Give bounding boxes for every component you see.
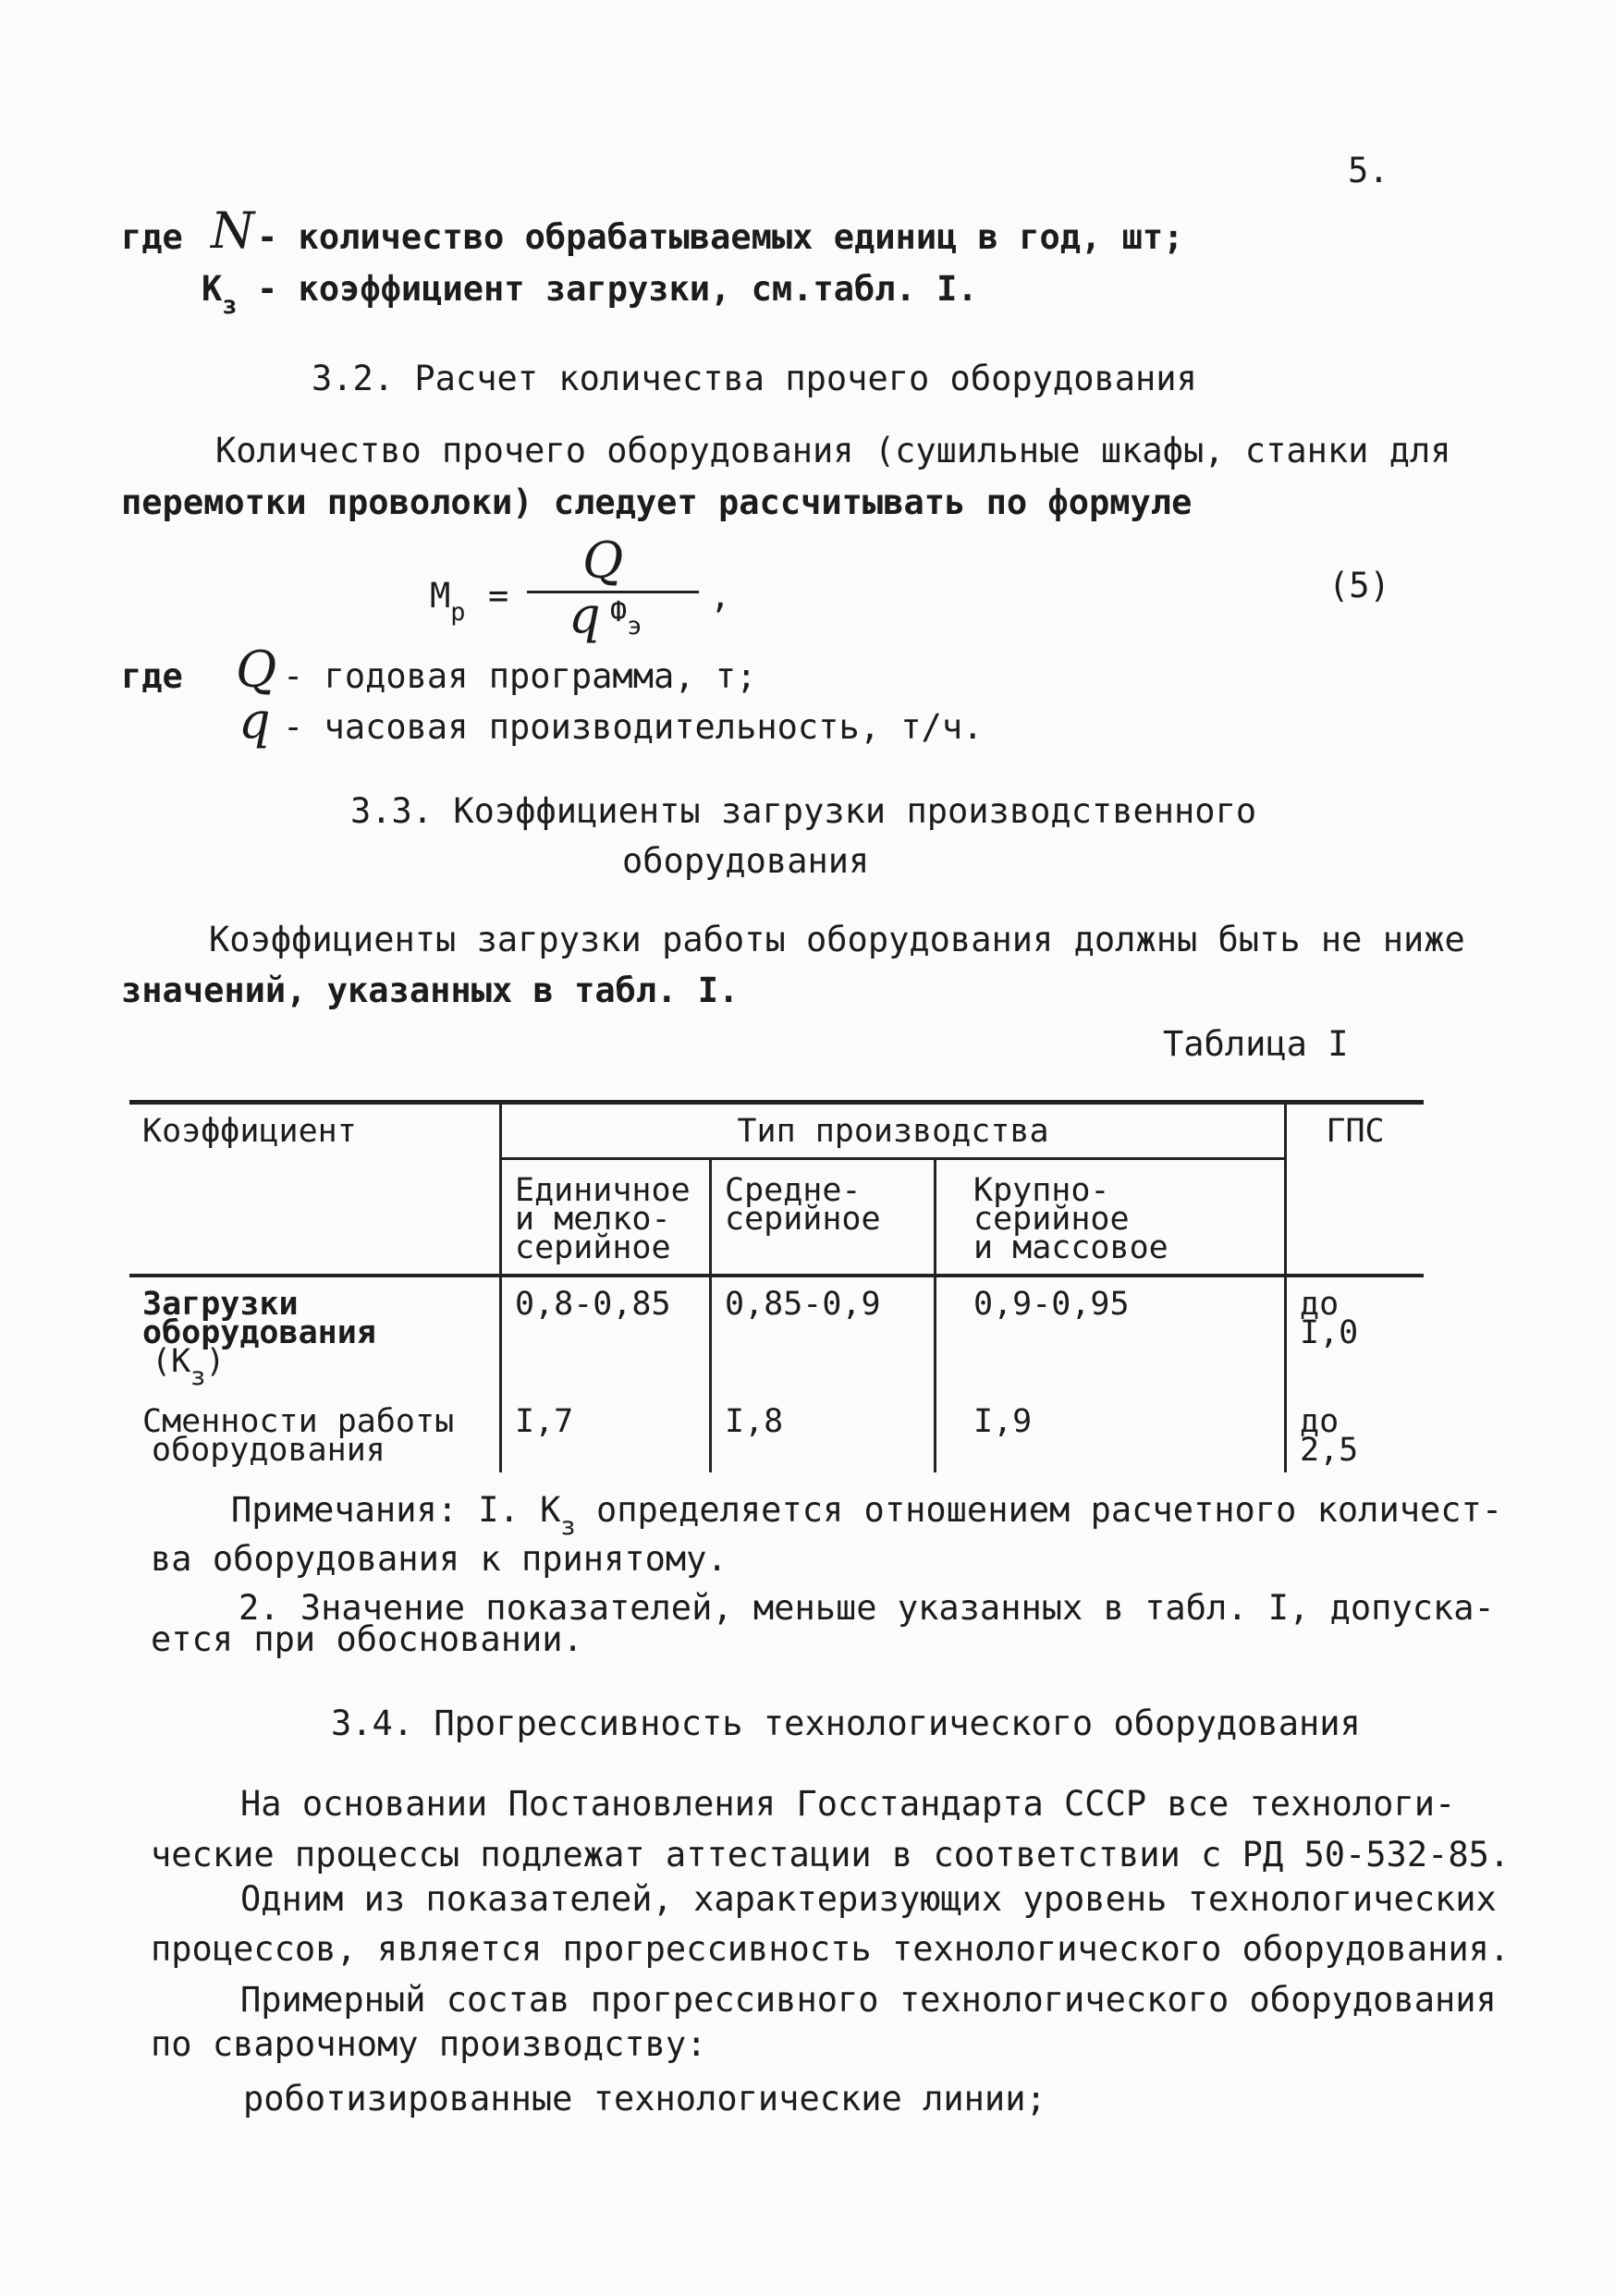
section-3-4-p2-line2: процессов, является прогрессивность технологического оборудования. bbox=[151, 1929, 1511, 1969]
where-k-description: - коэффициент загрузки, см.табл. I. bbox=[257, 269, 978, 309]
section-3-4-title: 3.4. Прогрессивность технологического оборудования bbox=[331, 1704, 1361, 1743]
where-label: где bbox=[121, 217, 183, 257]
cell-value: I,7 bbox=[501, 1384, 711, 1472]
symbol-k: $К_з$ bbox=[202, 269, 238, 320]
coefficient-table bbox=[129, 1100, 1424, 1472]
where-label-2: где bbox=[121, 656, 183, 696]
subcol-medium-batch: Средне- серийное bbox=[711, 1159, 936, 1276]
row-name: Сменности работы оборудования bbox=[129, 1384, 501, 1472]
symbol-q-big: Q bbox=[236, 641, 277, 699]
section-3-2-title: 3.2. Расчет количества прочего оборудования bbox=[312, 359, 1197, 398]
subcol-single-small-batch: Единичное и мелко- серийное bbox=[501, 1159, 711, 1276]
section-3-3-title-line2: оборудования bbox=[622, 841, 870, 881]
section-3-4-p3-line1: Примерный состав прогрессивного технологического оборудования bbox=[240, 1980, 1497, 2020]
cell-value: 0,8-0,85 bbox=[501, 1276, 711, 1384]
formula-comma: , bbox=[710, 576, 731, 616]
table-row bbox=[129, 1276, 1424, 1384]
cell-value: 0,9-0,95 bbox=[936, 1276, 1286, 1384]
subcol-large-mass: Крупно- серийное и массовое bbox=[936, 1159, 1286, 1276]
table-row bbox=[129, 1384, 1424, 1472]
section-3-4-p2-line1: Одним из показателей, характеризующих уровень технологических bbox=[240, 1879, 1497, 1919]
row-name: Загрузки оборудования $(К_з)$ bbox=[129, 1276, 501, 1384]
formula-equals: = bbox=[488, 576, 509, 616]
note-2-line1: 2. Значение показателей, меньше указанных в табл. I, допуска- bbox=[239, 1588, 1495, 1628]
cell-value: 0,85-0,9 bbox=[711, 1276, 936, 1384]
section-3-4-p4-line1: роботизированные технологические линии; bbox=[243, 2079, 1046, 2119]
formula-denominator-phi: Фэ bbox=[610, 596, 642, 641]
note-1-line2: ва оборудования к принятому. bbox=[151, 1539, 728, 1579]
where-q-description: - годовая программа, т; bbox=[283, 656, 757, 696]
cell-gps: до I,0 bbox=[1300, 1286, 1359, 1351]
section-3-4-p3-line2: по сварочному производству: bbox=[151, 2024, 707, 2064]
col-header-production-type: Тип производства bbox=[501, 1103, 1286, 1159]
where-n-description: - количество обрабатываемых единиц в год, шт; bbox=[257, 217, 1184, 257]
formula-numerator: Q bbox=[582, 531, 624, 590]
cell-value: I,8 bbox=[711, 1384, 936, 1472]
note-2-line2: ется при обосновании. bbox=[151, 1619, 583, 1659]
page-number: 5. bbox=[1348, 151, 1389, 190]
formula-number: (5) bbox=[1328, 566, 1390, 605]
cell-value: I,9 bbox=[936, 1384, 1286, 1472]
section-3-3-title-line1: 3.3. Коэффициенты загрузки производственного bbox=[350, 791, 1257, 831]
formula-denominator-q: q bbox=[569, 586, 601, 644]
section-3-3-para-line2: значений, указанных в табл. I. bbox=[121, 971, 740, 1010]
fraction-bar bbox=[527, 591, 699, 593]
section-3-2-para-line1: Количество прочего оборудования (сушильные шкафы, станки для bbox=[215, 431, 1451, 470]
cell-gps: до 2,5 bbox=[1300, 1403, 1359, 1469]
col-header-coefficient: Коэффициент bbox=[129, 1103, 501, 1276]
symbol-q-small: q bbox=[239, 691, 271, 750]
note-1-line1: Примечания: I. $К_з$ определяется отношением расчетного количест- bbox=[231, 1490, 1503, 1541]
where-q-small-description: - часовая производительность, т/ч. bbox=[283, 707, 984, 747]
table-caption: Таблица I bbox=[1163, 1024, 1349, 1064]
col-header-gps: ГПС bbox=[1326, 1113, 1385, 1150]
section-3-3-para-line1: Коэффициенты загрузки работы оборудования должны быть не ниже bbox=[209, 920, 1465, 959]
symbol-n: N bbox=[211, 202, 255, 260]
section-3-4-p1-line1: На основании Постановления Госстандарта СССР все технологи- bbox=[240, 1784, 1456, 1824]
section-3-4-p1-line2: ческие процессы подлежат аттестации в соответствии с РД 50-532-85. bbox=[151, 1835, 1511, 1875]
section-3-2-para-line2: перемотки проволоки) следует рассчитывать по формуле bbox=[121, 482, 1193, 522]
formula-lhs: $М_р$ bbox=[430, 576, 466, 627]
